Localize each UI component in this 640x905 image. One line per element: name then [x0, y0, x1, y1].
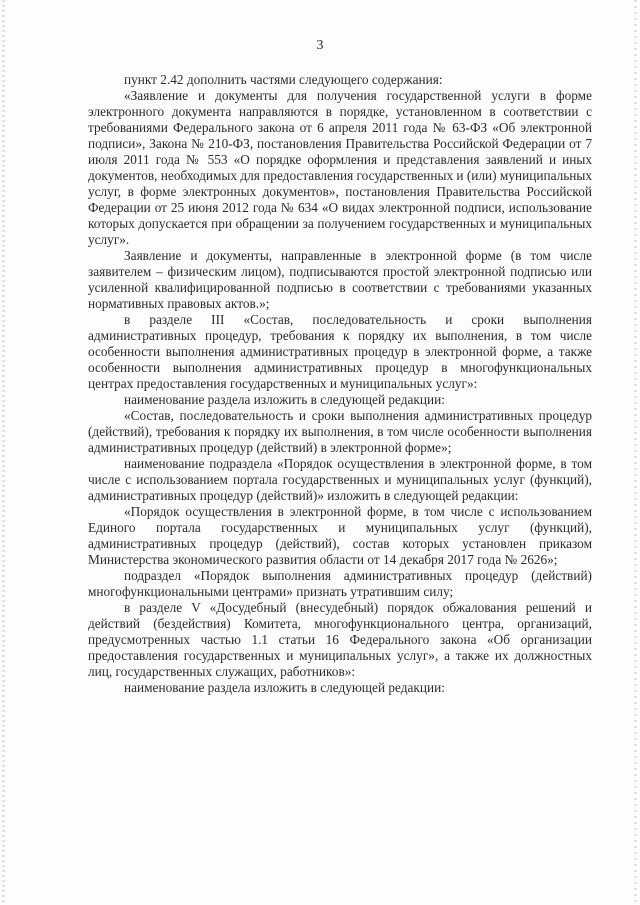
paragraph: Заявление и документы, направленные в электронной форме (в том числе заявителем – физическим лицом), подписываются простой электронной подписью или усиленной квалифицированной подписью в соответствии с требованиями указанных нормативных правовых актов.»; — [88, 248, 592, 311]
paragraph: в разделе V «Досудебный (внесудебный) порядок обжалования решений и действий (бездействия) Комитета, многофункционального центра, организаций, предусмотренных частью 1.1 статьи 16 Федерального закона «Об организации предоставления государственных и муниципальных услуг», а также их должностных лиц, государственных служащих, работников»: — [88, 600, 592, 679]
document-body — [88, 72, 592, 696]
scan-edge-left — [2, 0, 5, 905]
paragraph: пункт 2.42 дополнить частями следующего содержания: — [124, 72, 443, 87]
paragraph: «Заявление и документы для получения государственной услуги в форме электронного документа направляются в порядке, установленном в соответствии с требованиями Федерального закона от 6 апреля 2011 года № 63-ФЗ «Об электронной подписи», Закона № 210-ФЗ, постановления Правительства Российской Федерации от 7 июля 2011 года № 553 «О порядке оформления и представления заявлений и иных документов, необходимых для предоставления государственных и (или) муниципальных услуг, в форме электронных документов», постановления Правительства Российской Федерации от 25 июня 2012 года № 634 «О видах электронной подписи, использование которых допускается при обращении за получением государственных и муниципальных услуг». — [88, 88, 592, 247]
paragraph: подраздел «Порядок выполнения административных процедур (действий) многофункциональными центрами» признать утратившим силу; — [88, 568, 592, 599]
paragraph: в разделе III «Состав, последовательность и сроки выполнения административных процедур, требования к порядку их выполнения, в том числе особенности выполнения административных процедур в электронной форме, а также особенности выполнения административных процедур в многофункциональных центрах предоставления государственных и муниципальных услуг»: — [88, 312, 592, 391]
paragraph: наименование раздела изложить в следующей редакции: — [124, 680, 445, 695]
paragraph: наименование подраздела «Порядок осуществления в электронной форме, в том числе с использованием портала государственных и муниципальных услуг (функций), административных процедур (действий)» изложить в следующей редакции: — [88, 456, 592, 503]
paragraph: «Порядок осуществления в электронной форме, в том числе с использованием Единого портала государственных и муниципальных услуг (функций), административных процедур (действий), состав которых установлен приказом Министерства экономического развития области от 14 декабря 2017 года № 2626»; — [88, 504, 592, 567]
paragraph: «Состав, последовательность и сроки выполнения административных процедур (действий), требования к порядку их выполнения, в том числе особенности выполнения административных процедур (действий) в электронной форме»; — [88, 408, 592, 455]
page-number: 3 — [316, 38, 324, 53]
paragraph: наименование раздела изложить в следующей редакции: — [124, 392, 445, 407]
scan-edge-right — [634, 0, 637, 905]
